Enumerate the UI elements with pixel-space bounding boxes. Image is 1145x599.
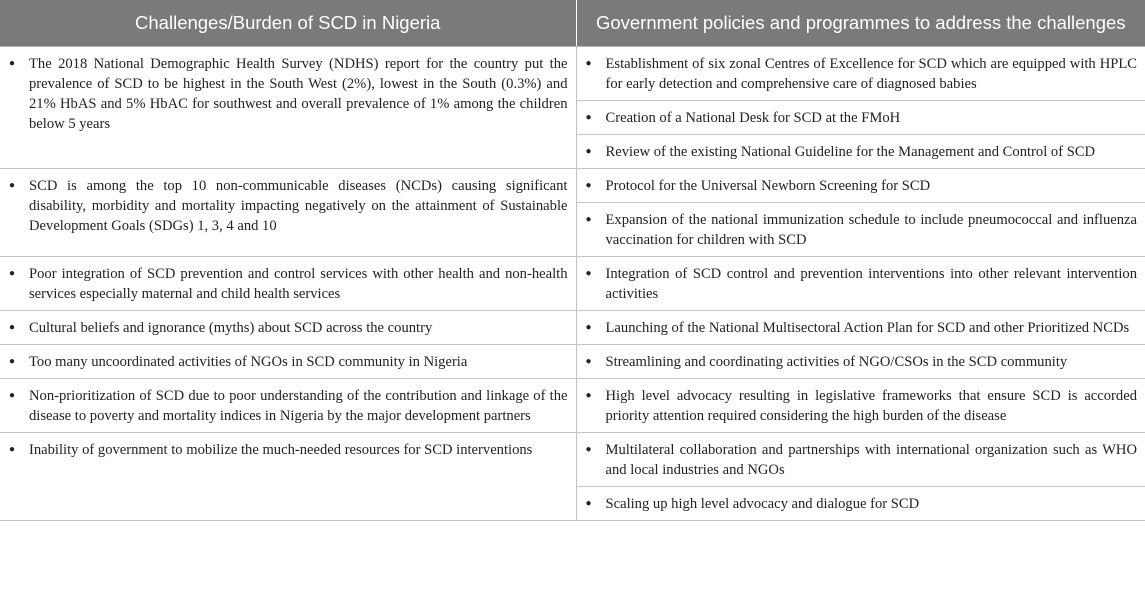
challenge-text: Poor integration of SCD prevention and control services with other health and non-health services especially maternal and child health services (29, 266, 568, 302)
policy-item (585, 352, 1138, 372)
table-row (0, 169, 1145, 203)
policy-item (585, 440, 1138, 480)
bullet-icon: ● (585, 498, 592, 509)
table-row (0, 433, 1145, 487)
challenge-text: Cultural beliefs and ignorance (myths) about SCD across the country (29, 320, 433, 336)
bullet-icon: ● (585, 180, 592, 191)
bullet-icon: ● (585, 444, 592, 455)
challenge-text: Too many uncoordinated activities of NGOs in SCD community in Nigeria (29, 354, 468, 370)
bullet-icon: ● (585, 58, 592, 69)
bullet-icon: ● (585, 356, 592, 367)
policy-text: Protocol for the Universal Newborn Screening for SCD (605, 178, 931, 194)
policy-cell (576, 203, 1145, 257)
policy-text: Scaling up high level advocacy and dialogue for SCD (605, 496, 920, 512)
bullet-icon: ● (9, 268, 16, 279)
bullet-icon: ● (9, 390, 16, 401)
table-header (0, 0, 1145, 47)
challenge-item (8, 386, 568, 426)
policy-item (585, 142, 1138, 162)
challenge-cell (0, 257, 576, 311)
challenge-cell (0, 433, 576, 521)
policy-cell (576, 311, 1145, 345)
policy-text: Launching of the National Multisectoral Action Plan for SCD and other Prioritized NCDs (605, 320, 1130, 336)
challenge-item (8, 440, 568, 460)
challenge-cell (0, 169, 576, 257)
policy-item (585, 54, 1138, 94)
table-row (0, 257, 1145, 311)
challenge-cell (0, 311, 576, 345)
policy-cell (576, 433, 1145, 487)
challenge-text: SCD is among the top 10 non-communicable diseases (NCDs) causing significant disability, morbidity and mortality impacting negatively on the attainment of Sustainable Development Goals (SDGs) 1, 3, 4 and 10 (29, 178, 568, 234)
table-row (0, 379, 1145, 433)
challenge-text: Non-prioritization of SCD due to poor understanding of the contribution and linkage of the disease to poverty and mortality indices in Nigeria by the major development partners (29, 388, 568, 424)
policy-cell (576, 135, 1145, 169)
bullet-icon: ● (9, 180, 16, 191)
header-policies: Government policies and programmes to address the challenges (576, 0, 1145, 47)
policy-text: Integration of SCD control and prevention interventions into other relevant intervention activities (605, 266, 1137, 302)
bullet-icon: ● (585, 268, 592, 279)
challenge-text: The 2018 National Demographic Health Survey (NDHS) report for the country put the prevalence of SCD to be highest in the South West (2%), lowest in the South (0.3%) and 21% HbAS and 5% HbAC for southwest and overall prevalence of 1% among the children below 5 years (29, 56, 568, 132)
policy-cell (576, 47, 1145, 101)
policy-cell (576, 487, 1145, 521)
header-challenges: Challenges/Burden of SCD in Nigeria (0, 0, 576, 47)
challenge-item (8, 352, 568, 372)
challenge-item (8, 54, 568, 134)
bullet-icon: ● (9, 58, 16, 69)
challenge-item (8, 264, 568, 304)
table-row (0, 311, 1145, 345)
policy-text: Streamlining and coordinating activities of NGO/CSOs in the SCD community (605, 354, 1068, 370)
bullet-icon: ● (9, 322, 16, 333)
bullet-icon: ● (585, 390, 592, 401)
bullet-icon: ● (9, 356, 16, 367)
table-row (0, 345, 1145, 379)
bullet-icon: ● (585, 112, 592, 123)
header-row (0, 0, 1145, 47)
table-row (0, 47, 1145, 101)
policy-cell (576, 169, 1145, 203)
challenge-cell (0, 345, 576, 379)
table-body (0, 47, 1145, 521)
policy-item (585, 318, 1138, 338)
bullet-icon: ● (585, 322, 592, 333)
policy-cell (576, 101, 1145, 135)
challenge-item (8, 176, 568, 236)
challenge-text: Inability of government to mobilize the much-needed resources for SCD interventions (29, 442, 533, 458)
policy-text: Expansion of the national immunization schedule to include pneumococcal and influenza vaccination for children with SCD (605, 212, 1137, 248)
policy-text: High level advocacy resulting in legislative frameworks that ensure SCD is accorded priority attention required considering the high burden of the disease (605, 388, 1137, 424)
policy-text: Creation of a National Desk for SCD at the FMoH (605, 110, 901, 126)
policy-text: Establishment of six zonal Centres of Excellence for SCD which are equipped with HPLC for early detection and comprehensive care of diagnosed babies (605, 56, 1137, 92)
policy-item (585, 176, 1138, 196)
policy-text: Review of the existing National Guideline for the Management and Control of SCD (605, 144, 1096, 160)
policy-text: Multilateral collaboration and partnerships with international organization such as WHO and local industries and NGOs (605, 442, 1137, 478)
challenge-cell (0, 379, 576, 433)
policy-cell (576, 379, 1145, 433)
challenge-item (8, 318, 568, 338)
policy-item (585, 264, 1138, 304)
policy-item (585, 386, 1138, 426)
policy-item (585, 108, 1138, 128)
bullet-icon: ● (585, 214, 592, 225)
challenge-cell (0, 47, 576, 169)
policy-cell (576, 257, 1145, 311)
policy-item (585, 210, 1138, 250)
bullet-icon: ● (9, 444, 16, 455)
bullet-icon: ● (585, 146, 592, 157)
policy-item (585, 494, 1138, 514)
policy-cell (576, 345, 1145, 379)
